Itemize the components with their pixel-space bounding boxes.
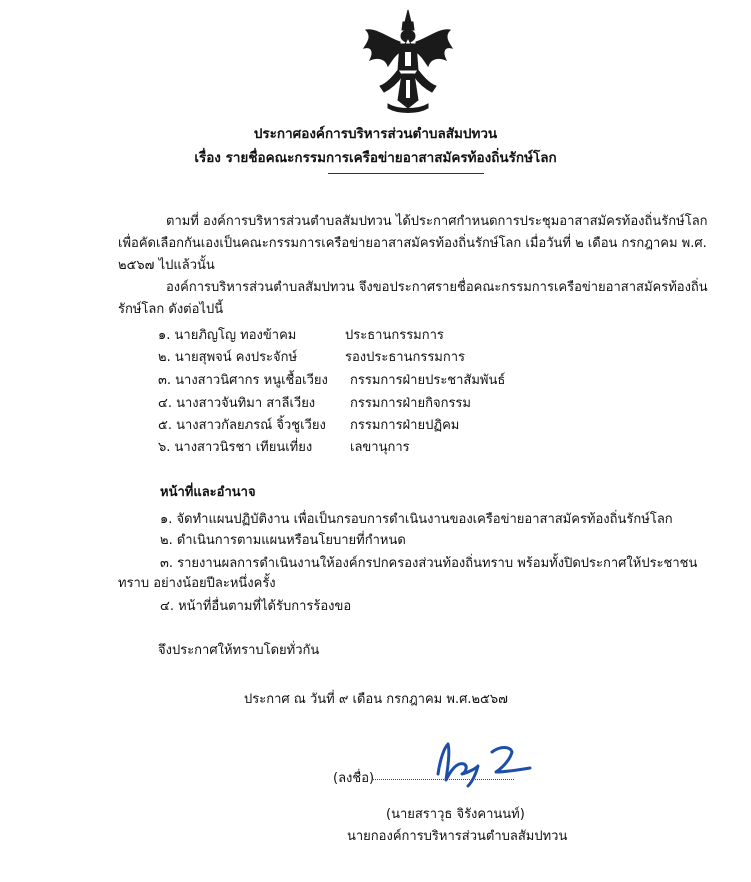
committee-member-role: รองประธานกรรมการ [345,350,466,365]
committee-member-name: ๒. นายสุพจน์ คงประจักษ์ [158,350,298,365]
handwritten-signature [430,738,540,788]
duty-item: ๒. ดำเนินการตามแผนหรือนโยบายที่กำหนด [160,533,406,548]
committee-member-role: กรรมการฝ่ายกิจกรรม [350,396,471,411]
announcement-date: ประกาศ ณ วันที่ ๙ เดือน กรกฎาคม พ.ศ.๒๕๖๗ [244,692,508,707]
committee-member-role: กรรมการฝ่ายประชาสัมพันธ์ [350,373,506,388]
committee-member-name: ๔. นางสาวจันทิมา สาลีเวียง [158,396,316,411]
committee-member-name: ๖. นางสาวนิรชา เทียนเที่ยง [158,440,313,455]
document-subject: เรื่อง รายชื่อคณะกรรมการเครือข่ายอาสาสมัครท้องถิ่นรักษ์โลก [194,150,557,166]
duties-heading: หน้าที่และอำนาจ [160,485,256,500]
duty-item-continuation: ทราบ อย่างน้อยปีละหนึ่งครั้ง [118,576,276,591]
committee-member-role: กรรมการฝ่ายปฏิคม [350,418,460,433]
committee-member-name: ๑. นายภิญโญ ทองข้าคม [158,328,297,343]
committee-member-role: เลขานุการ [350,440,410,455]
signer-position: นายกองค์การบริหารส่วนตำบลสัมปทวน [347,829,568,844]
duty-item: ๔. หน้าที่อื่นตามที่ได้รับการร้องขอ [160,599,352,614]
committee-member-role: ประธานกรรมการ [345,328,444,343]
document-title: ประกาศองค์การบริหารส่วนตำบลสัมปทวน [253,126,498,142]
closing-statement: จึงประกาศให้ทราบโดยทั่วกัน [158,643,320,658]
duty-item: ๑. จัดทำแผนปฏิบัติงาน เพื่อเป็นกรอบการดำเนินงานของเครือข่ายอาสาสมัครท้องถิ่นรักษ์โลก [160,512,673,527]
para1-line1: ตามที่ องค์การบริหารส่วนตำบลสัมปทวน ได้ประกาศกำหนดการประชุมอาสาสมัครท้องถิ่นรักษ์โลก [166,214,708,229]
committee-member-name: ๓. นางสาวนิศากร หนูเชื้อเวียง [158,373,328,388]
duty-item: ๓. รายงานผลการดำเนินงานให้องค์กรปกครองส่วนท้องถิ่นทราบ พร้อมทั้งปิดประกาศให้ประชาชน [160,556,698,571]
garuda-emblem-icon [358,8,458,116]
committee-member-name: ๕. นางสาวกัลยภรณ์ จิ้วชูเวียง [158,418,326,433]
signer-name: (นายสราวุธ จิรังคานนท์) [386,807,525,822]
signature-line [372,779,514,780]
para1-line2: เพื่อคัดเลือกกันเองเป็นคณะกรรมการเครือข่ายอาสาสมัครท้องถิ่นรักษ์โลก เมื่อวันที่ ๒ เดือน กรกฎาคม พ.ศ. [118,236,707,251]
para1-line3: ๒๕๖๗ ไปแล้วนั้น [118,258,215,273]
sign-label: (ลงชื่อ) [333,771,375,786]
para2-line2: รักษ์โลก ดังต่อไปนี้ [118,302,224,317]
para2-line1: องค์การบริหารส่วนตำบลสัมปทวน จึงขอประกาศรายชื่อคณะกรรมการเครือข่ายอาสาสมัครท้องถิ่น [166,280,708,295]
title-divider [328,173,484,174]
